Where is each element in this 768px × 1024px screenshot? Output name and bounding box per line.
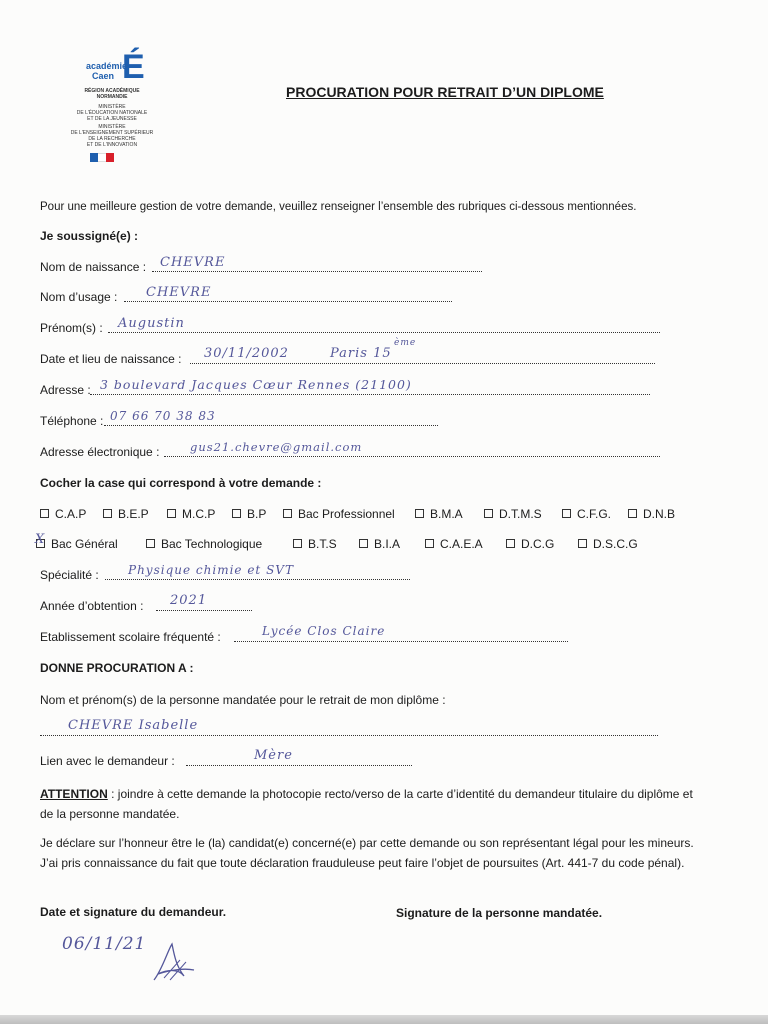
checkbox-icon[interactable] — [232, 509, 241, 518]
address-line — [90, 394, 650, 395]
logo-region: RÉGION ACADÉMIQUE NORMANDIE — [84, 88, 140, 100]
speciality-label: Spécialité : — [40, 568, 99, 582]
diploma-bac-pro[interactable]: Bac Professionnel — [283, 507, 395, 521]
relation-label: Lien avec le demandeur : — [40, 754, 175, 768]
school-value[interactable]: Lycée Clos Claire — [262, 624, 386, 638]
school-line — [234, 641, 568, 642]
birth-place-superscript: ème — [394, 338, 417, 348]
first-names-value[interactable]: Augustin — [118, 316, 185, 331]
diploma-dtms[interactable]: D.T.M.S — [484, 507, 542, 521]
diploma-cap[interactable]: C.A.P — [40, 507, 86, 521]
usage-name-label: Nom d’usage : — [40, 290, 118, 304]
section-proxy-heading: DONNE PROCURATION A : — [40, 661, 194, 675]
diploma-bp[interactable]: B.P — [232, 507, 266, 521]
address-value[interactable]: 3 boulevard Jacques Cœur Rennes (21100) — [100, 377, 412, 392]
diploma-bac-techno[interactable]: Bac Technologique — [146, 537, 262, 551]
year-label: Année d’obtention : — [40, 599, 144, 613]
check-mark-icon: X — [35, 532, 45, 547]
section-check-heading: Cocher la case qui correspond à votre demande : — [40, 476, 322, 490]
phone-label: Téléphone : — [40, 414, 104, 428]
french-flag-icon — [90, 153, 114, 162]
academie-logo — [62, 44, 162, 169]
attention-keyword: ATTENTION — [40, 787, 108, 801]
checkbox-icon[interactable] — [293, 539, 302, 548]
applicant-signature-label: Date et signature du demandeur. — [40, 905, 227, 919]
birth-name-line — [152, 271, 482, 272]
checkbox-checked-icon[interactable] — [35, 532, 45, 548]
year-value[interactable]: 2021 — [170, 593, 208, 608]
declaration-text: Je déclare sur l’honneur être le (la) candidat(e) concerné(e) par cette demande ou son représentant légal pour les mineurs. J’ai pris connaissance du fait que toute déclaration frauduleuse peut faire l’objet de poursuites (Art. 441-7 du code pénal). — [40, 836, 694, 870]
phone-value[interactable]: 07 66 70 38 83 — [110, 409, 216, 423]
page-title: PROCURATION POUR RETRAIT D’UN DIPLOME — [286, 84, 604, 100]
checkbox-icon[interactable] — [425, 539, 434, 548]
birth-name-label: Nom de naissance : — [40, 260, 147, 274]
attention-text: : joindre à cette demande la photocopie recto/verso de la carte d’identité du demandeur titulaire du diplôme et de la personne mandatée. — [40, 787, 693, 821]
relation-line — [186, 765, 412, 766]
scan-edge — [0, 1015, 768, 1024]
logo-caen-text: Caen — [92, 71, 115, 81]
logo-ministry-education: MINISTÈRE DE L'ÉDUCATION NATIONALE ET DE LA JEUNESSE — [76, 104, 148, 122]
year-line — [156, 610, 252, 611]
diploma-bma[interactable]: B.M.A — [415, 507, 463, 521]
checkbox-icon[interactable] — [562, 509, 571, 518]
birth-label: Date et lieu de naissance : — [40, 352, 182, 366]
checkbox-icon[interactable] — [146, 539, 155, 548]
signature-date-value[interactable]: 06/11/21 — [62, 934, 147, 954]
diploma-dscg[interactable]: D.S.C.G — [578, 537, 638, 551]
email-line — [164, 456, 660, 457]
proxy-signature-label: Signature de la personne mandatée. — [396, 906, 603, 920]
diploma-bep[interactable]: B.E.P — [103, 507, 149, 521]
checkbox-icon[interactable] — [415, 509, 424, 518]
address-label: Adresse : — [40, 383, 91, 397]
checkbox-icon[interactable] — [484, 509, 493, 518]
diploma-caea[interactable]: C.A.E.A — [425, 537, 483, 551]
proxy-name-line — [40, 735, 658, 736]
speciality-value[interactable]: Physique chimie et SVT — [128, 563, 294, 577]
diploma-bac-general[interactable]: X Bac Général — [35, 532, 118, 551]
checkbox-icon[interactable] — [40, 509, 49, 518]
diploma-mcp[interactable]: M.C.P — [167, 507, 215, 521]
section-applicant-heading: Je soussigné(e) : — [40, 229, 139, 243]
usage-name-value[interactable]: CHEVRE — [146, 285, 212, 300]
checkbox-icon[interactable] — [578, 539, 587, 548]
first-names-label: Prénom(s) : — [40, 321, 103, 335]
birth-line — [190, 363, 655, 364]
checkbox-icon[interactable] — [506, 539, 515, 548]
proxy-name-value[interactable]: CHEVRE Isabelle — [68, 718, 199, 733]
checkbox-icon[interactable] — [628, 509, 637, 518]
diploma-bia[interactable]: B.I.A — [359, 537, 400, 551]
diploma-cfg[interactable]: C.F.G. — [562, 507, 611, 521]
logo-academie-text: académie — [86, 61, 128, 71]
phone-line — [104, 425, 438, 426]
intro-text: Pour une meilleure gestion de votre demande, veuillez renseigner l’ensemble des rubriques ci-dessous mentionnées. — [40, 201, 637, 213]
speciality-line — [105, 579, 410, 580]
usage-name-line — [124, 301, 452, 302]
checkbox-icon[interactable] — [359, 539, 368, 548]
checkbox-icon[interactable] — [103, 509, 112, 518]
diploma-bts[interactable]: B.T.S — [293, 537, 337, 551]
diploma-dnb[interactable]: D.N.B — [628, 507, 675, 521]
logo-e-mark-icon: É — [122, 48, 145, 86]
checkbox-icon[interactable] — [283, 509, 292, 518]
first-names-line — [108, 332, 660, 333]
attention-notice — [40, 784, 695, 824]
birth-date-value[interactable]: 30/11/2002 — [204, 346, 289, 361]
birth-name-value[interactable]: CHEVRE — [160, 255, 226, 270]
handwritten-signature — [150, 940, 198, 986]
school-label: Etablissement scolaire fréquenté : — [40, 630, 221, 644]
proxy-name-label: Nom et prénom(s) de la personne mandatée pour le retrait de mon diplôme : — [40, 693, 446, 707]
diploma-dcg[interactable]: D.C.G — [506, 537, 554, 551]
relation-value[interactable]: Mère — [254, 748, 293, 763]
email-value[interactable]: gus21.chevre@gmail.com — [190, 440, 363, 454]
email-label: Adresse électronique : — [40, 445, 160, 459]
logo-ministry-research: MINISTÈRE DE L'ENSEIGNEMENT SUPÉRIEUR DE LA RECHERCHE ET DE L'INNOVATION — [70, 124, 154, 148]
checkbox-icon[interactable] — [167, 509, 176, 518]
birth-place-value[interactable]: Paris 15 — [330, 346, 392, 361]
